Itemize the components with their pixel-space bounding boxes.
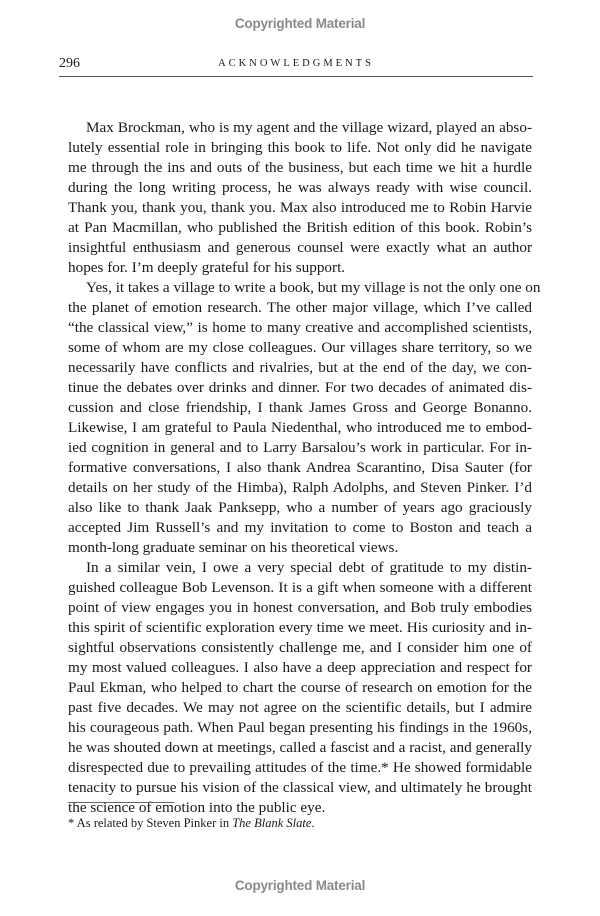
footnote-marker: * [68, 816, 75, 830]
page-number: 296 [59, 56, 80, 71]
text-line: month-long graduate seminar on his theoretical views. [68, 539, 399, 556]
text-line: tenacity to pursue his vision of the classical view, and ultimately he brought [68, 779, 532, 796]
text-line: In a similar vein, I owe a very special debt of gratitude to my distin- [86, 559, 532, 576]
chapter-title: ACKNOWLEDGMENTS [218, 58, 374, 69]
text-line: disrespected due to prevailing attitudes of the time.* He showed formidable [68, 759, 532, 776]
text-line: insightful enthusiasm and generous counsel were exactly what an author [68, 239, 532, 256]
paragraph [68, 278, 541, 558]
text-line: formative conversations, I also thank Andrea Scarantino, Disa Sauter (for [68, 459, 532, 476]
text-line: necessarily have conflicts and rivalries, but at the end of the day, we con- [68, 359, 532, 376]
text-line: lutely essential role in bringing this book to life. Not only did he navigate [68, 139, 532, 156]
text-line: accepted Jim Russell’s and my invitation to come to Boston and teach a [68, 519, 532, 536]
text-line: also like to thank Jaak Panksepp, who a number of years ago graciously [68, 499, 532, 516]
footnote-text: As related by Steven Pinker in [74, 816, 233, 830]
text-line: at Pan Macmillan, who published the British edition of this book. Robin’s [68, 219, 532, 236]
text-line: his courageous path. When Paul began presenting his findings in the 1960s, [68, 719, 532, 736]
text-line: during the long writing process, he was always ready with wise council. [68, 179, 532, 196]
text-line: the planet of emotion research. The other major village, which I’ve called [68, 299, 532, 316]
body-text [68, 118, 541, 818]
text-line: point of view engages you in honest conversation, and Bob truly embodies [68, 599, 532, 616]
text-line: Thank you, thank you, thank you. Max also introduced me to Robin Harvie [68, 199, 532, 216]
text-line: ied cognition in general and to Larry Barsalou’s work in particular. For in- [68, 439, 532, 456]
footnote-text-end: . [311, 816, 315, 830]
text-line: me through the ins and outs of the business, but each time we hit a hurdle [68, 159, 532, 176]
copyright-watermark-top: Copyrighted Material [234, 16, 366, 31]
paragraph [68, 558, 532, 818]
footnote-divider [68, 802, 174, 803]
text-line: past five decades. We may not agree on the scientific details, but I admire [68, 699, 532, 716]
text-line: the science of emotion into the public eye. [68, 799, 326, 816]
running-head [59, 54, 533, 77]
text-line: guished colleague Bob Levenson. It is a gift when someone with a different [68, 579, 532, 596]
text-line: Max Brockman, who is my agent and the village wizard, played an abso- [86, 119, 532, 136]
text-line: Likewise, I am grateful to Paula Niedenthal, who introduced me to embod- [68, 419, 532, 436]
footnote [68, 816, 315, 831]
text-line: hopes for. I’m deeply grateful for his support. [68, 259, 346, 276]
text-line: cussion and close friendship, I thank James Gross and George Bonanno. [68, 399, 532, 416]
text-line: Paul Ekman, who helped to chart the course of research on emotion for the [68, 679, 532, 696]
text-line: this spirit of scientific exploration every time we meet. His curiosity and in- [68, 619, 532, 636]
text-line: tinue the debates over drinks and dinner. For two decades of animated dis- [68, 379, 532, 396]
paragraph [68, 118, 532, 278]
text-line: some of whom are my close colleagues. Our villages share territory, so we [68, 339, 532, 356]
text-line: “the classical view,” is home to many creative and accomplished scientists, [68, 319, 532, 336]
text-line: sightful observations consistently challenge me, and I consider him one of [68, 639, 532, 656]
text-line: he was shouted down at meetings, called a fascist and a racist, and generally [68, 739, 532, 756]
footnote-book-title: The Blank Slate [232, 816, 312, 830]
text-line: Yes, it takes a village to write a book, but my village is not the only one on [86, 279, 541, 296]
text-line: details on her study of the Himba), Ralph Adolphs, and Steven Pinker. I’d [68, 479, 532, 496]
copyright-watermark-bottom: Copyrighted Material [234, 878, 366, 893]
text-line: my most valued colleagues. I also have a deep appreciation and respect for [68, 659, 532, 676]
